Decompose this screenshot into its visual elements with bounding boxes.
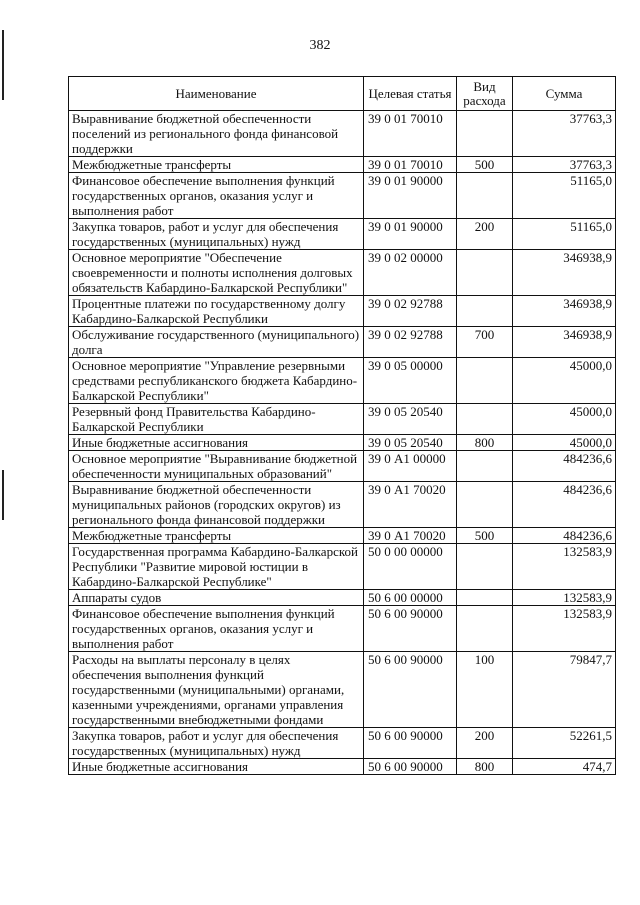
row-sum: 51165,0 [513, 173, 616, 219]
table-row [69, 435, 616, 451]
table-row [69, 327, 616, 358]
row-target: 39 0 02 92788 [364, 327, 457, 358]
row-target: 50 6 00 90000 [364, 728, 457, 759]
row-name: Государственная программа Кабардино-Балкарской Республики "Развитие мировой юстиции в Кабардино-Балкарской Республике" [69, 544, 364, 590]
row-sum: 474,7 [513, 759, 616, 775]
scan-edge-mark [2, 470, 4, 520]
row-kind [457, 482, 513, 528]
row-target: 39 0 05 20540 [364, 404, 457, 435]
row-sum: 346938,9 [513, 250, 616, 296]
row-name: Процентные платежи по государственному долгу Кабардино-Балкарской Республики [69, 296, 364, 327]
row-kind: 500 [457, 528, 513, 544]
row-target: 50 0 00 00000 [364, 544, 457, 590]
row-name: Резервный фонд Правительства Кабардино-Балкарской Республики [69, 404, 364, 435]
row-name: Межбюджетные трансферты [69, 528, 364, 544]
table-row [69, 528, 616, 544]
row-name: Основное мероприятие "Управление резервными средствами республиканского бюджета Кабардино-Балкарской Республики" [69, 358, 364, 404]
row-target: 39 0 А1 70020 [364, 528, 457, 544]
row-target: 39 0 А1 00000 [364, 451, 457, 482]
row-kind: 500 [457, 157, 513, 173]
row-name: Межбюджетные трансферты [69, 157, 364, 173]
row-target: 39 0 А1 70020 [364, 482, 457, 528]
row-sum: 79847,7 [513, 652, 616, 728]
row-target: 39 0 02 00000 [364, 250, 457, 296]
table-row [69, 404, 616, 435]
table-row [69, 111, 616, 157]
row-name: Выравнивание бюджетной обеспеченности поселений из регионального фонда финансовой поддержки [69, 111, 364, 157]
row-kind [457, 250, 513, 296]
row-target: 50 6 00 00000 [364, 590, 457, 606]
table-header-row [69, 77, 616, 111]
row-kind: 800 [457, 435, 513, 451]
table-row [69, 157, 616, 173]
row-name: Аппараты судов [69, 590, 364, 606]
row-target: 50 6 00 90000 [364, 652, 457, 728]
row-kind [457, 404, 513, 435]
table-row [69, 173, 616, 219]
row-sum: 132583,9 [513, 606, 616, 652]
row-sum: 484236,6 [513, 482, 616, 528]
row-kind [457, 544, 513, 590]
row-name: Основное мероприятие "Обеспечение своевременности и полноты исполнения долговых обязательств Кабардино-Балкарской Республики" [69, 250, 364, 296]
table-row [69, 296, 616, 327]
table-row [69, 451, 616, 482]
table-row [69, 728, 616, 759]
row-target: 50 6 00 90000 [364, 759, 457, 775]
row-sum: 132583,9 [513, 590, 616, 606]
page-number: 382 [309, 38, 331, 53]
row-target: 39 0 01 90000 [364, 173, 457, 219]
row-sum: 37763,3 [513, 111, 616, 157]
row-sum: 45000,0 [513, 404, 616, 435]
header-target: Целевая статья [364, 77, 457, 111]
row-kind: 100 [457, 652, 513, 728]
row-target: 39 0 01 70010 [364, 111, 457, 157]
row-name: Финансовое обеспечение выполнения функций государственных органов, оказания услуг и выполнения работ [69, 606, 364, 652]
row-sum: 45000,0 [513, 435, 616, 451]
row-name: Иные бюджетные ассигнования [69, 759, 364, 775]
row-kind [457, 451, 513, 482]
row-kind [457, 358, 513, 404]
table-row [69, 358, 616, 404]
row-name: Основное мероприятие "Выравнивание бюджетной обеспеченности муниципальных образований" [69, 451, 364, 482]
row-kind: 200 [457, 219, 513, 250]
table-row [69, 606, 616, 652]
header-name: Наименование [69, 77, 364, 111]
row-target: 39 0 01 90000 [364, 219, 457, 250]
table-row [69, 482, 616, 528]
row-name: Иные бюджетные ассигнования [69, 435, 364, 451]
row-name: Обслуживание государственного (муниципального) долга [69, 327, 364, 358]
row-kind [457, 111, 513, 157]
row-name: Закупка товаров, работ и услуг для обеспечения государственных (муниципальных) нужд [69, 728, 364, 759]
row-kind [457, 606, 513, 652]
header-kind: Вид расхода [457, 77, 513, 111]
row-kind [457, 590, 513, 606]
row-kind: 800 [457, 759, 513, 775]
header-sum: Сумма [513, 77, 616, 111]
row-sum: 484236,6 [513, 451, 616, 482]
row-name: Выравнивание бюджетной обеспеченности муниципальных районов (городских округов) из регионального фонда финансовой поддержки [69, 482, 364, 528]
row-sum: 37763,3 [513, 157, 616, 173]
table-row [69, 590, 616, 606]
row-kind [457, 296, 513, 327]
row-name: Расходы на выплаты персоналу в целях обеспечения выполнения функций государственными (муниципальными) органами, казенными учреждениями, органами управления государственными внебюджетными фондами [69, 652, 364, 728]
row-sum: 51165,0 [513, 219, 616, 250]
budget-table [68, 76, 616, 775]
row-name: Закупка товаров, работ и услуг для обеспечения государственных (муниципальных) нужд [69, 219, 364, 250]
row-sum: 45000,0 [513, 358, 616, 404]
row-target: 39 0 01 70010 [364, 157, 457, 173]
row-kind [457, 173, 513, 219]
row-target: 39 0 05 00000 [364, 358, 457, 404]
row-sum: 346938,9 [513, 327, 616, 358]
table-row [69, 219, 616, 250]
table-row [69, 250, 616, 296]
row-name: Финансовое обеспечение выполнения функций государственных органов, оказания услуг и выполнения работ [69, 173, 364, 219]
row-kind: 200 [457, 728, 513, 759]
row-target: 39 0 02 92788 [364, 296, 457, 327]
row-sum: 346938,9 [513, 296, 616, 327]
table-row [69, 652, 616, 728]
row-sum: 132583,9 [513, 544, 616, 590]
row-target: 50 6 00 90000 [364, 606, 457, 652]
row-sum: 52261,5 [513, 728, 616, 759]
table-row [69, 759, 616, 775]
row-sum: 484236,6 [513, 528, 616, 544]
row-kind: 700 [457, 327, 513, 358]
row-target: 39 0 05 20540 [364, 435, 457, 451]
table-row [69, 544, 616, 590]
